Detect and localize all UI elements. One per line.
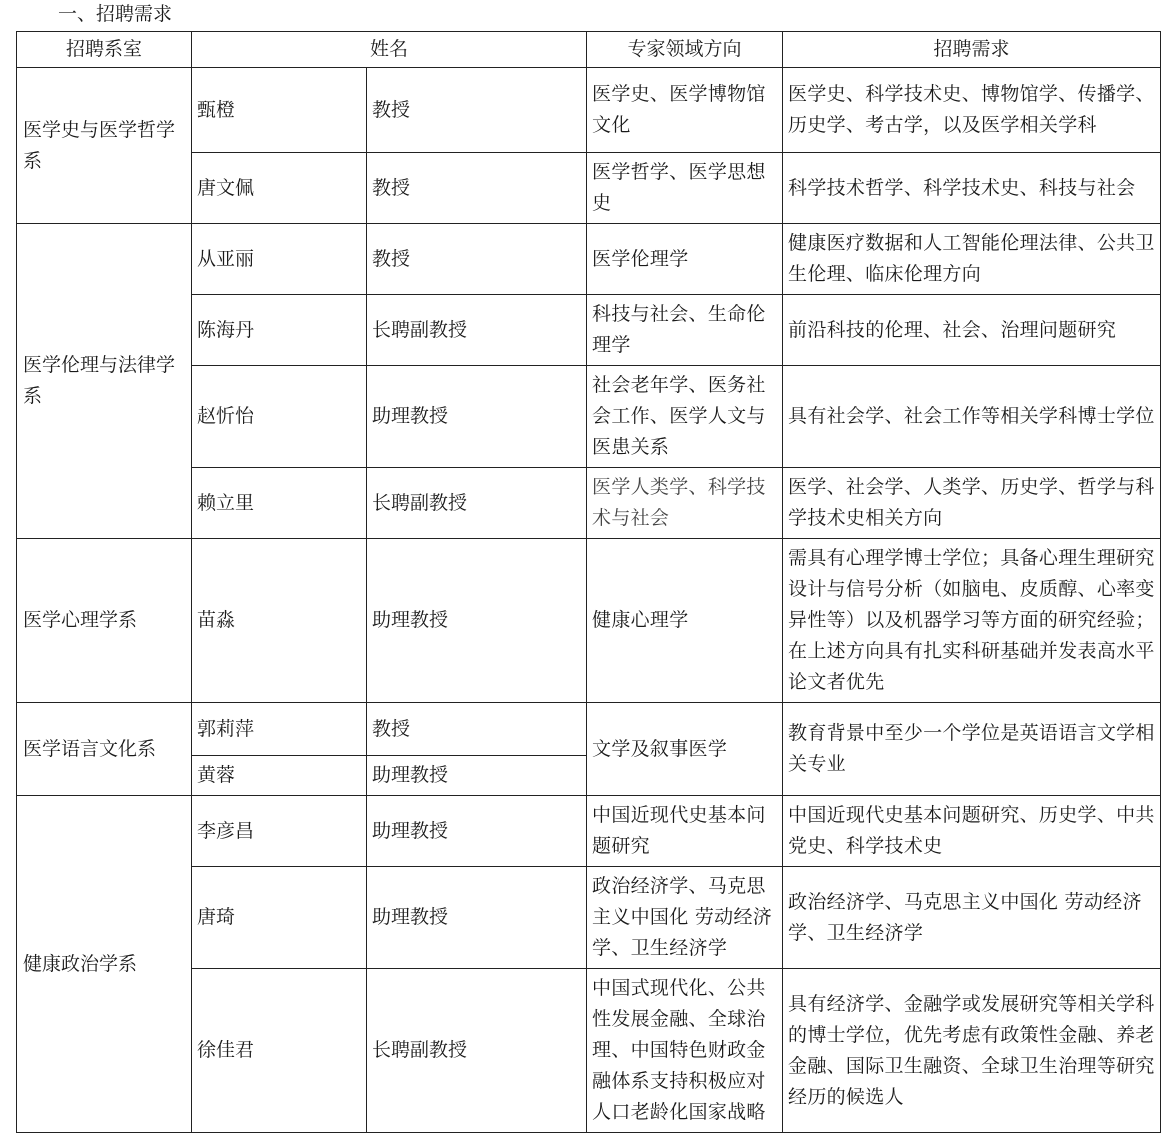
rank-cell: 教授: [367, 224, 587, 295]
requirement-cell: 医学史、科学技术史、博物馆学、传播学、历史学、考古学，以及医学相关学科: [783, 68, 1161, 153]
requirement-cell: 健康医疗数据和人工智能伦理法律、公共卫生伦理、临床伦理方向: [783, 224, 1161, 295]
field-cell: 政治经济学、马克思主义中国化 劳动经济学、卫生经济学: [587, 867, 783, 969]
section-title: 一、招聘需求: [58, 3, 173, 25]
name-cell: 徐佳君: [192, 969, 367, 1133]
dept-cell: 医学心理学系: [17, 539, 192, 703]
dept-cell: 医学语言文化系: [17, 703, 192, 796]
name-cell: 赖立里: [192, 468, 367, 539]
name-cell: 从亚丽: [192, 224, 367, 295]
dept-cell: 健康政治学系: [17, 796, 192, 1133]
requirement-cell: 教育背景中至少一个学位是英语语言文学相关专业: [783, 703, 1161, 796]
field-cell: 文学及叙事医学: [587, 703, 783, 796]
header-field: 专家领域方向: [587, 32, 783, 68]
requirement-cell: 政治经济学、马克思主义中国化 劳动经济学、卫生经济学: [783, 867, 1161, 969]
requirement-cell: 中国近现代史基本问题研究、历史学、中共党史、科学技术史: [783, 796, 1161, 867]
name-cell: 赵忻怡: [192, 366, 367, 468]
header-dept: 招聘系室: [17, 32, 192, 68]
rank-cell: 助理教授: [367, 796, 587, 867]
field-cell: 医学史、医学博物馆文化: [587, 68, 783, 153]
name-cell: 唐琦: [192, 867, 367, 969]
rank-cell: 助理教授: [367, 539, 587, 703]
rank-cell: 长聘副教授: [367, 295, 587, 366]
table-row: [17, 539, 1161, 703]
name-cell: 李彦昌: [192, 796, 367, 867]
recruitment-table: [16, 31, 1161, 1133]
table-row: [17, 796, 1161, 867]
rank-cell: 助理教授: [367, 756, 587, 796]
table-row: [17, 703, 1161, 756]
header-requirement: 招聘需求: [783, 32, 1161, 68]
rank-cell: 长聘副教授: [367, 468, 587, 539]
field-cell: 中国式现代化、公共性发展金融、全球治理、中国特色财政金融体系支持积极应对人口老龄化国家战略: [587, 969, 783, 1133]
rank-cell: 长聘副教授: [367, 969, 587, 1133]
field-cell: 医学伦理学: [587, 224, 783, 295]
rank-cell: 助理教授: [367, 867, 587, 969]
requirement-cell: 具有经济学、金融学或发展研究等相关学科的博士学位，优先考虑有政策性金融、养老金融、国际卫生融资、全球卫生治理等研究经历的候选人: [783, 969, 1161, 1133]
field-cell: 医学人类学、科学技术与社会: [587, 468, 783, 539]
requirement-cell: 前沿科技的伦理、社会、治理问题研究: [783, 295, 1161, 366]
name-cell: 黄蓉: [192, 756, 367, 796]
name-cell: 郭莉萍: [192, 703, 367, 756]
table-row: [17, 68, 1161, 153]
field-cell: 科技与社会、生命伦理学: [587, 295, 783, 366]
field-cell: 医学哲学、医学思想史: [587, 153, 783, 224]
name-cell: 陈海丹: [192, 295, 367, 366]
requirement-cell: 具有社会学、社会工作等相关学科博士学位: [783, 366, 1161, 468]
rank-cell: 教授: [367, 153, 587, 224]
table-header-row: [17, 32, 1161, 68]
name-cell: 唐文佩: [192, 153, 367, 224]
field-cell: 健康心理学: [587, 539, 783, 703]
requirement-cell: 需具有心理学博士学位；具备心理生理研究设计与信号分析（如脑电、皮质醇、心率变异性等）以及机器学习等方面的研究经验；在上述方向具有扎实科研基础并发表高水平论文者优先: [783, 539, 1161, 703]
field-cell: 中国近现代史基本问题研究: [587, 796, 783, 867]
rank-cell: 教授: [367, 703, 587, 756]
name-cell: 苗淼: [192, 539, 367, 703]
dept-cell: 医学伦理与法律学系: [17, 224, 192, 539]
header-name: 姓名: [192, 32, 587, 68]
rank-cell: 教授: [367, 68, 587, 153]
dept-cell: 医学史与医学哲学系: [17, 68, 192, 224]
field-cell: 社会老年学、医务社会工作、医学人文与医患关系: [587, 366, 783, 468]
name-cell: 甄橙: [192, 68, 367, 153]
table-row: [17, 224, 1161, 295]
requirement-cell: 医学、社会学、人类学、历史学、哲学与科学技术史相关方向: [783, 468, 1161, 539]
requirement-cell: 科学技术哲学、科学技术史、科技与社会: [783, 153, 1161, 224]
rank-cell: 助理教授: [367, 366, 587, 468]
